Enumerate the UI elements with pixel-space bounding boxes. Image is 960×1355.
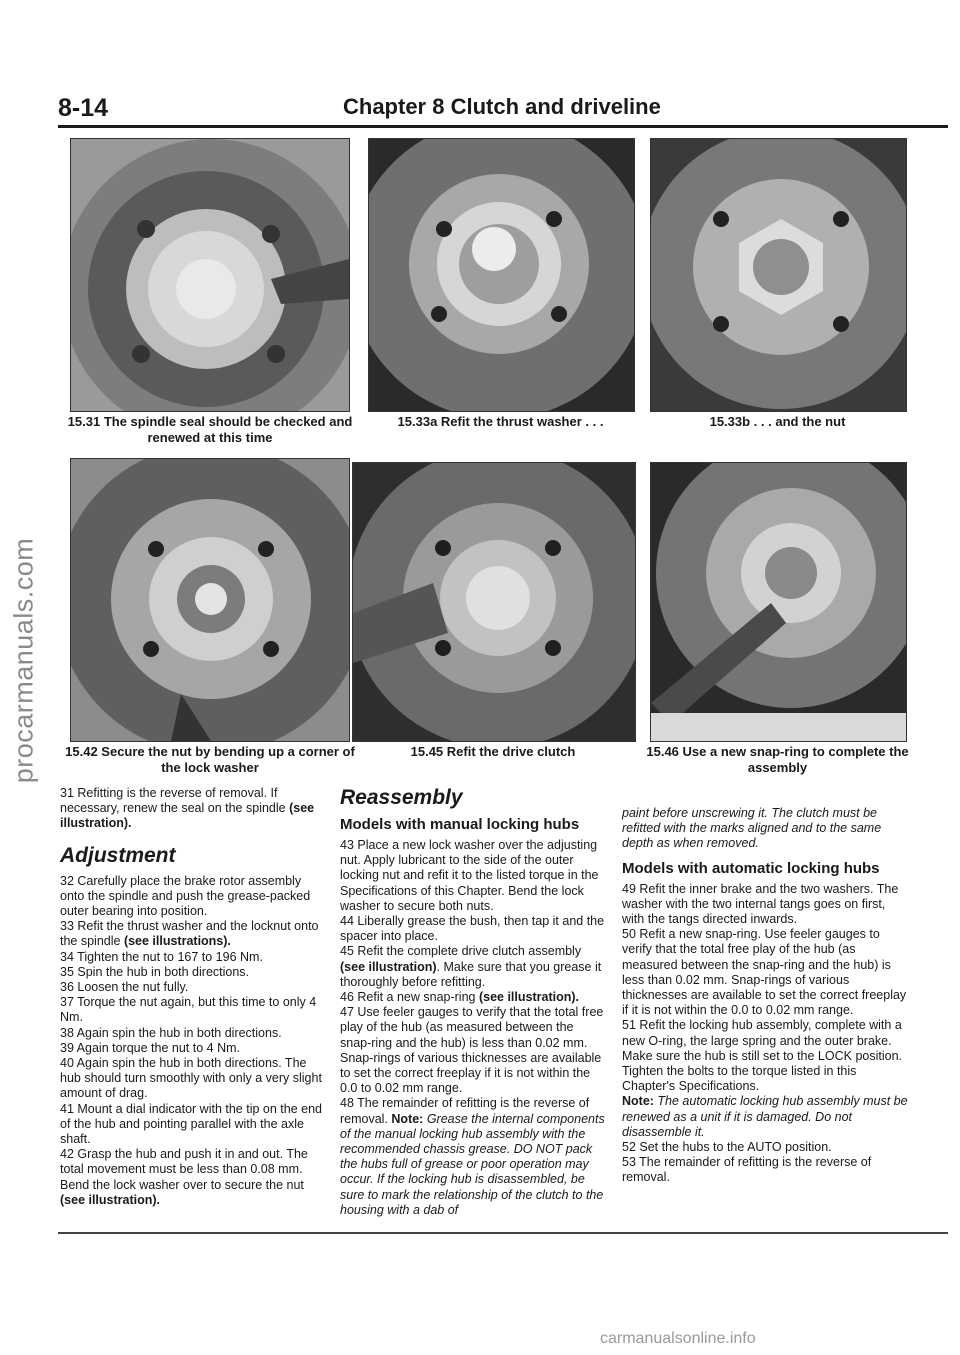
para-51-note: Note: The automatic locking hub assembly must be renewed as a unit if it is damaged. Do not disassemble it.	[622, 1094, 908, 1139]
para-48-continued: paint before unscrewing it. The clutch must be refitted with the marks aligned and to the same depth as when removed.	[622, 806, 882, 851]
para-31: 31 Refitting is the reverse of removal. If necessary, renew the seal on the spindle (see illustration).	[60, 786, 315, 831]
para-40: 40 Again spin the hub in both directions. The hub should turn smoothly with only a very slight amount of drag.	[60, 1056, 322, 1101]
para-41: 41 Mount a dial indicator with the tip on the end of the hub and pointing parallel with the axle shaft.	[60, 1101, 322, 1147]
para-39: 39 Again torque the nut to 4 Nm.	[60, 1040, 240, 1055]
caption-15-42: 15.42 Secure the nut by bending up a corner of the lock washer	[65, 744, 355, 775]
para-44: 44 Liberally grease the bush, then tap it and the spacer into place.	[340, 914, 605, 944]
caption-15-33b: 15.33b . . . and the nut	[709, 414, 846, 429]
heading-adjustment: Adjustment	[60, 843, 176, 867]
para-48: 48 The remainder of refitting is the reverse of removal. Note: Grease the internal components of the manual locking hub assembly with the recommended chassis grease. DO NOT pack the hubs full of grease or poor operation may occur. If the locking hub is disassembled, be sure to mark the relationship of the clutch to the housing with a dab of	[340, 1096, 605, 1217]
para-35: 35 Spin the hub in both directions.	[60, 964, 250, 979]
para-43: 43 Place a new lock washer over the adjusting nut. Apply lubricant to the side of the outer locking nut and refit it to the listed torque in the Specifications of this Chapter. Bend the lock washer to secure both nuts.	[340, 838, 599, 913]
bottom-rule	[58, 1232, 948, 1234]
para-47: 47 Use feeler gauges to verify that the total free play of the hub (as measured between the snap-ring and the hub) is less than 0.02 mm. Snap-rings of various thicknesses are available to set the correct freeplay if it is not within the 0.0 to 0.02 mm range.	[340, 1005, 604, 1096]
bottom-watermark: carmanualsonline.info	[600, 1330, 756, 1347]
page-number: 8-14	[58, 94, 109, 122]
photo-15-33b	[650, 138, 907, 412]
para-46: 46 Refit a new snap-ring (see illustration).	[340, 990, 579, 1005]
para-50: 50 Refit a new snap-ring. Use feeler gauges to verify that the total free play of the hub (as measured between the snap-ring and the hub) is less than 0.02 mm. Snap-rings of various thicknesses are available to set the correct freeplay if it is not within the 0.0 to 0.02 mm range.	[622, 927, 907, 1018]
photo-15-42	[70, 458, 350, 742]
text-column-3	[622, 806, 910, 1186]
caption-15-31: 15.31 The spindle seal should be checked and renewed at this time	[67, 414, 353, 445]
header-rule	[58, 125, 948, 128]
para-45: 45 Refit the complete drive clutch assembly (see illustration). Make sure that you grease it thoroughly before refitting.	[340, 944, 602, 989]
side-watermark: procarmanuals.com	[8, 537, 39, 783]
para-38: 38 Again spin the hub in both directions.	[60, 1025, 282, 1040]
para-51: 51 Refit the locking hub assembly, complete with a new O-ring, the large spring and the outer brake. Make sure the hub is still set to the LOCK position. Tighten the bolts to the torque listed in this Chapter's Specifications.	[622, 1018, 902, 1094]
photo-15-33a	[368, 138, 635, 412]
heading-manual-hubs: Models with manual locking hubs	[340, 816, 580, 833]
text-column-2	[340, 786, 606, 1218]
para-34: 34 Tighten the nut to 167 to 196 Nm.	[60, 949, 263, 964]
para-37: 37 Torque the nut again, but this time to only 4 Nm.	[60, 995, 317, 1025]
photo-15-46	[650, 462, 907, 742]
heading-reassembly: Reassembly	[340, 786, 463, 809]
caption-15-46: 15.46 Use a new snap-ring to complete the assembly	[646, 744, 909, 775]
heading-automatic-hubs: Models with automatic locking hubs	[622, 859, 880, 877]
caption-15-45: 15.45 Refit the drive clutch	[410, 744, 576, 759]
para-53: 53 The remainder of refitting is the reverse of removal.	[622, 1155, 872, 1185]
para-33: 33 Refit the thrust washer and the locknut onto the spindle (see illustrations).	[60, 919, 319, 949]
para-52: 52 Set the hubs to the AUTO position.	[622, 1140, 832, 1155]
photo-15-45	[352, 462, 636, 742]
page-header	[58, 94, 946, 126]
para-32: 32 Carefully place the brake rotor assembly onto the spindle and push the grease-packed outer bearing into position.	[60, 873, 311, 919]
para-42: 42 Grasp the hub and push it in and out. The total movement must be less than 0.08 mm. Bend the lock washer over to secure the nut (see illustration).	[60, 1147, 308, 1207]
para-36: 36 Loosen the nut fully.	[60, 980, 189, 995]
chapter-title: Chapter 8 Clutch and driveline	[343, 94, 661, 119]
photo-15-31	[70, 138, 350, 412]
text-column-1	[60, 786, 322, 1208]
para-49: 49 Refit the inner brake and the two washers. The washer with the two internal tangs goes on first, with the tangs directed inwards.	[622, 881, 899, 927]
caption-15-33a: 15.33a Refit the thrust washer . . .	[397, 414, 604, 429]
